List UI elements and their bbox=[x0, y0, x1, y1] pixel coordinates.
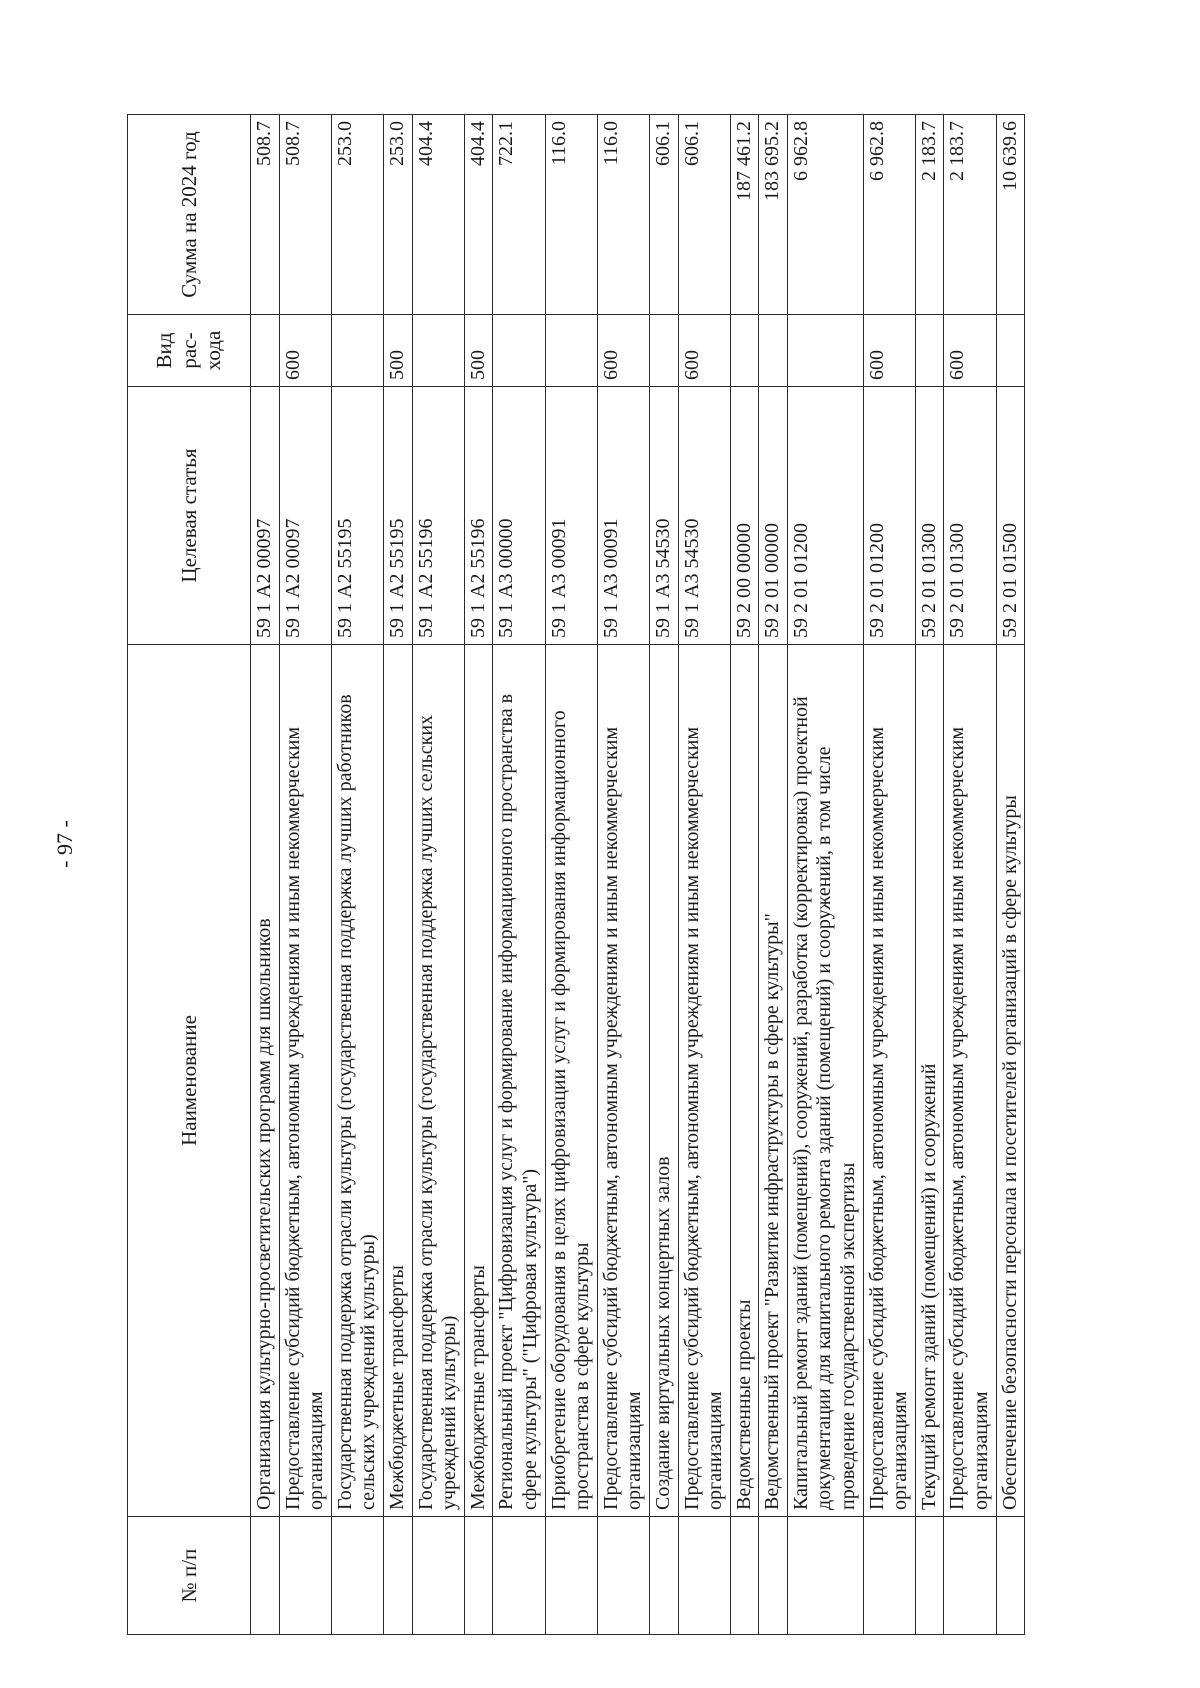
sum-cell: 2 183.7 bbox=[944, 115, 996, 315]
sum-cell: 10 639.6 bbox=[996, 115, 1025, 315]
num-cell bbox=[383, 1517, 412, 1635]
num-cell bbox=[944, 1517, 996, 1635]
name-cell: Предоставление субсидий бюджетным, автономным учреждениям и иным некоммерческим организациям bbox=[863, 645, 915, 1517]
name-cell: Текущий ремонт зданий (помещений) и сооружений bbox=[915, 645, 944, 1517]
table-row bbox=[730, 115, 759, 1635]
kind-cell bbox=[759, 315, 788, 387]
num-cell bbox=[279, 1517, 331, 1635]
num-cell bbox=[493, 1517, 545, 1635]
header-num: № п/п bbox=[128, 1517, 251, 1635]
kind-cell: 600 bbox=[678, 315, 730, 387]
table-row bbox=[597, 115, 649, 1635]
kind-cell bbox=[493, 315, 545, 387]
table-row bbox=[331, 115, 383, 1635]
name-cell: Региональный проект "Цифровизация услуг и формирование информационного пространства в сфере культуры" ("Цифровая культура") bbox=[493, 645, 545, 1517]
header-name: Наименование bbox=[128, 645, 251, 1517]
header-sum: Сумма на 2024 год bbox=[128, 115, 251, 315]
code-cell: 59 1 А2 55196 bbox=[412, 387, 464, 645]
code-cell: 59 1 А2 00097 bbox=[279, 387, 331, 645]
name-cell: Предоставление субсидий бюджетным, автономным учреждениям и иным некоммерческим организациям bbox=[678, 645, 730, 1517]
table-row bbox=[545, 115, 597, 1635]
num-cell bbox=[649, 1517, 678, 1635]
kind-cell bbox=[996, 315, 1025, 387]
kind-cell bbox=[412, 315, 464, 387]
table-row bbox=[787, 115, 863, 1635]
code-cell: 59 2 00 00000 bbox=[730, 387, 759, 645]
kind-cell: 600 bbox=[863, 315, 915, 387]
budget-table bbox=[127, 114, 1025, 1635]
num-cell bbox=[787, 1517, 863, 1635]
num-cell bbox=[915, 1517, 944, 1635]
sum-cell: 404.4 bbox=[464, 115, 493, 315]
sum-cell: 253.0 bbox=[383, 115, 412, 315]
kind-cell: 500 bbox=[464, 315, 493, 387]
num-cell bbox=[996, 1517, 1025, 1635]
num-cell bbox=[545, 1517, 597, 1635]
code-cell: 59 2 01 01200 bbox=[863, 387, 915, 645]
name-cell: Государственная поддержка отрасли культуры (государственная поддержка лучших сельских учреждений культуры) bbox=[412, 645, 464, 1517]
code-cell: 59 2 01 01300 bbox=[915, 387, 944, 645]
sum-cell: 508.7 bbox=[279, 115, 331, 315]
code-cell: 59 2 01 01500 bbox=[996, 387, 1025, 645]
table-body bbox=[251, 115, 1025, 1635]
table-row bbox=[412, 115, 464, 1635]
table-row bbox=[678, 115, 730, 1635]
sum-cell: 404.4 bbox=[412, 115, 464, 315]
sum-cell: 606.1 bbox=[649, 115, 678, 315]
code-cell: 59 1 А2 00097 bbox=[251, 387, 280, 645]
table-row bbox=[493, 115, 545, 1635]
code-cell: 59 2 01 01200 bbox=[787, 387, 863, 645]
sum-cell: 6 962.8 bbox=[787, 115, 863, 315]
name-cell: Организация культурно-просветительских программ для школьников bbox=[251, 645, 280, 1517]
code-cell: 59 1 А2 55195 bbox=[331, 387, 383, 645]
sum-cell: 253.0 bbox=[331, 115, 383, 315]
name-cell: Предоставление субсидий бюджетным, автономным учреждениям и иным некоммерческим организациям bbox=[944, 645, 996, 1517]
sum-cell: 722.1 bbox=[493, 115, 545, 315]
kind-cell bbox=[545, 315, 597, 387]
kind-cell: 600 bbox=[597, 315, 649, 387]
sum-cell: 6 962.8 bbox=[863, 115, 915, 315]
num-cell bbox=[759, 1517, 788, 1635]
num-cell bbox=[597, 1517, 649, 1635]
sum-cell: 2 183.7 bbox=[915, 115, 944, 315]
header-code: Целевая статья bbox=[128, 387, 251, 645]
kind-cell bbox=[649, 315, 678, 387]
sum-cell: 116.0 bbox=[545, 115, 597, 315]
kind-cell: 600 bbox=[279, 315, 331, 387]
table-row bbox=[649, 115, 678, 1635]
name-cell: Создание виртуальных концертных залов bbox=[649, 645, 678, 1517]
header-kind: Вид рас- хода bbox=[128, 315, 251, 387]
name-cell: Межбюджетные трансферты bbox=[383, 645, 412, 1517]
num-cell bbox=[412, 1517, 464, 1635]
code-cell: 59 1 А3 00091 bbox=[597, 387, 649, 645]
sum-cell: 183 695.2 bbox=[759, 115, 788, 315]
num-cell bbox=[863, 1517, 915, 1635]
kind-cell bbox=[787, 315, 863, 387]
kind-cell: 500 bbox=[383, 315, 412, 387]
name-cell: Предоставление субсидий бюджетным, автономным учреждениям и иным некоммерческим организациям bbox=[279, 645, 331, 1517]
kind-cell bbox=[331, 315, 383, 387]
code-cell: 59 1 А2 55196 bbox=[464, 387, 493, 645]
num-cell bbox=[464, 1517, 493, 1635]
table-row bbox=[944, 115, 996, 1635]
table-area bbox=[127, 115, 1200, 1603]
sum-cell: 508.7 bbox=[251, 115, 280, 315]
table-row bbox=[759, 115, 788, 1635]
num-cell bbox=[730, 1517, 759, 1635]
kind-cell: 600 bbox=[944, 315, 996, 387]
table-row bbox=[279, 115, 331, 1635]
code-cell: 59 1 А3 54530 bbox=[678, 387, 730, 645]
kind-cell bbox=[915, 315, 944, 387]
code-cell: 59 1 А3 54530 bbox=[649, 387, 678, 645]
code-cell: 59 2 01 00000 bbox=[759, 387, 788, 645]
num-cell bbox=[331, 1517, 383, 1635]
name-cell: Межбюджетные трансферты bbox=[464, 645, 493, 1517]
sum-cell: 116.0 bbox=[597, 115, 649, 315]
kind-cell bbox=[251, 315, 280, 387]
table-row bbox=[996, 115, 1025, 1635]
name-cell: Предоставление субсидий бюджетным, автономным учреждениям и иным некоммерческим организациям bbox=[597, 645, 649, 1517]
name-cell: Государственная поддержка отрасли культуры (государственная поддержка лучших работников сельских учреждений культуры) bbox=[331, 645, 383, 1517]
code-cell: 59 1 А2 55195 bbox=[383, 387, 412, 645]
num-cell bbox=[678, 1517, 730, 1635]
name-cell: Обеспечение безопасности персонала и посетителей организаций в сфере культуры bbox=[996, 645, 1025, 1517]
table-row bbox=[383, 115, 412, 1635]
name-cell: Ведомственный проект "Развитие инфраструктуры в сфере культуры" bbox=[759, 645, 788, 1517]
table-header-row bbox=[128, 115, 251, 1635]
page-number: - 97 - bbox=[52, 820, 77, 868]
name-cell: Ведомственные проекты bbox=[730, 645, 759, 1517]
num-cell bbox=[251, 1517, 280, 1635]
sum-cell: 606.1 bbox=[678, 115, 730, 315]
code-cell: 59 1 А3 00000 bbox=[493, 387, 545, 645]
table-row bbox=[863, 115, 915, 1635]
table-row bbox=[915, 115, 944, 1635]
code-cell: 59 1 А3 00091 bbox=[545, 387, 597, 645]
sum-cell: 187 461.2 bbox=[730, 115, 759, 315]
code-cell: 59 2 01 01300 bbox=[944, 387, 996, 645]
table-row bbox=[251, 115, 280, 1635]
name-cell: Капитальный ремонт зданий (помещений), сооружений, разработка (корректировка) проектной документации для капитального ремонта зданий (помещений) и сооружений, в том числе проведение государственной экспертизы bbox=[787, 645, 863, 1517]
table-row bbox=[464, 115, 493, 1635]
kind-cell bbox=[730, 315, 759, 387]
name-cell: Приобретение оборудования в целях цифровизации услуг и формирования информационного пространства в сфере культуры bbox=[545, 645, 597, 1517]
